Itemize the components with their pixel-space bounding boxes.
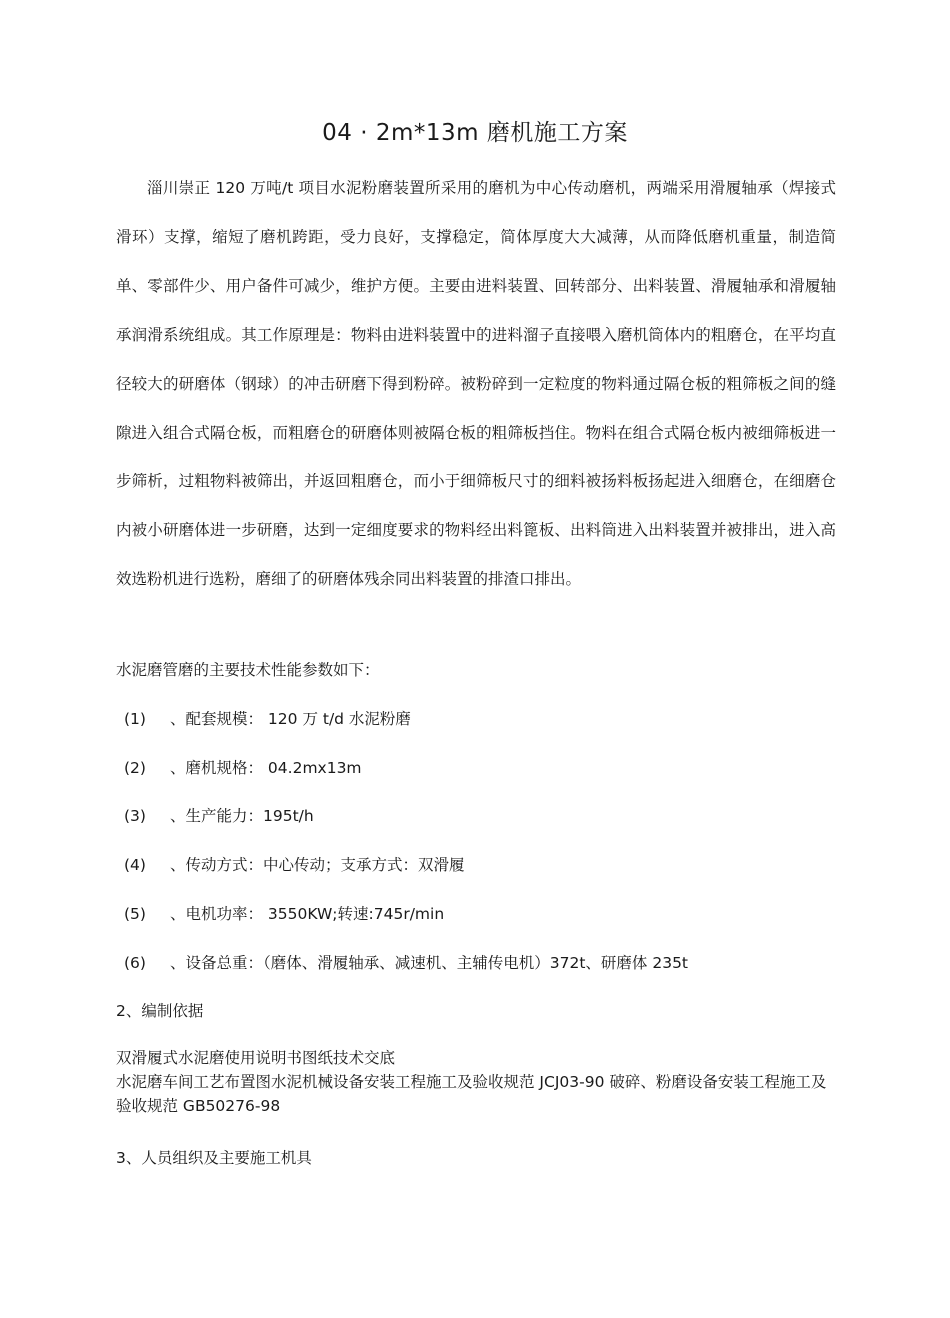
param-number: (4) — [124, 856, 146, 874]
param-item — [124, 804, 314, 828]
param-item — [124, 707, 411, 731]
param-text: 、磨机规格： 04.2mx13m — [170, 759, 362, 777]
param-text: 、电机功率： 3550KW;转速:745r/min — [170, 905, 445, 923]
param-number: (5) — [124, 905, 146, 923]
param-item — [124, 951, 688, 975]
basis-block — [116, 1046, 836, 1118]
params-heading: 水泥磨管磨的主要技术性能参数如下： — [116, 661, 380, 679]
param-text: 、传动方式：中心传动；支承方式：双滑履 — [170, 856, 465, 874]
param-item — [124, 756, 362, 780]
param-number: (6) — [124, 954, 146, 972]
param-number: (1) — [124, 710, 146, 728]
section-heading-personnel: 3、人员组织及主要施工机具 — [116, 1149, 312, 1167]
section-heading-basis: 2、编制依据 — [116, 1002, 204, 1020]
document-title: 04 · 2m*13m 磨机施工方案 — [322, 120, 628, 146]
param-text: 、配套规模： 120 万 t/d 水泥粉磨 — [170, 710, 411, 728]
param-item — [124, 902, 444, 926]
param-number: (3) — [124, 807, 146, 825]
basis-line: 双滑履式水泥磨使用说明书图纸技术交底 — [116, 1049, 396, 1067]
intro-paragraph: 淄川崇正 120 万吨/t 项目水泥粉磨装置所采用的磨机为中心传动磨机，两端采用滑履轴承（焊接式滑环）支撑，缩短了磨机跨距，受力良好，支撑稳定，简体厚度大大减薄，从而降低磨机重量，制造简单、零部件少、用户备件可减少，维护方便。主要由进料装置、回转部分、出料装置、滑履轴承和滑履轴承润滑系统组成。其工作原理是：物料由进料装置中的进料溜子直接喂入磨机筒体内的粗磨仓，在平均直径较大的研磨体（钢球）的冲击研磨下得到粉碎。被粉碎到一定粒度的物料通过隔仓板的粗筛板之间的缝隙进入组合式隔仓板，而粗磨仓的研磨体则被隔仓板的粗筛板挡住。物料在组合式隔仓板内被细筛板进一步筛析，过粗物料被筛出，并返回粗磨仓，而小于细筛板尺寸的细料被扬料板扬起进入细磨仓，在细磨仓内被小研磨体进一步研磨，达到一定细度要求的物料经出料篦板、出料筒进入出料装置并被排出，进入高效选粉机进行选粉，磨细了的研磨体残余同出料装置的排渣口排出。 — [116, 179, 836, 589]
param-text: 、生产能力：195t/h — [170, 807, 314, 825]
param-number: (2) — [124, 759, 146, 777]
param-text: 、设备总重：（磨体、滑履轴承、减速机、主辅传电机）372t、研磨体 235t — [170, 954, 689, 972]
basis-line: 水泥磨车间工艺布置图水泥机械设备安装工程施工及验收规范 JCJ03-90 破碎、粉磨设备安装工程施工及验收规范 GB50276-98 — [116, 1073, 827, 1115]
param-item — [124, 853, 465, 877]
